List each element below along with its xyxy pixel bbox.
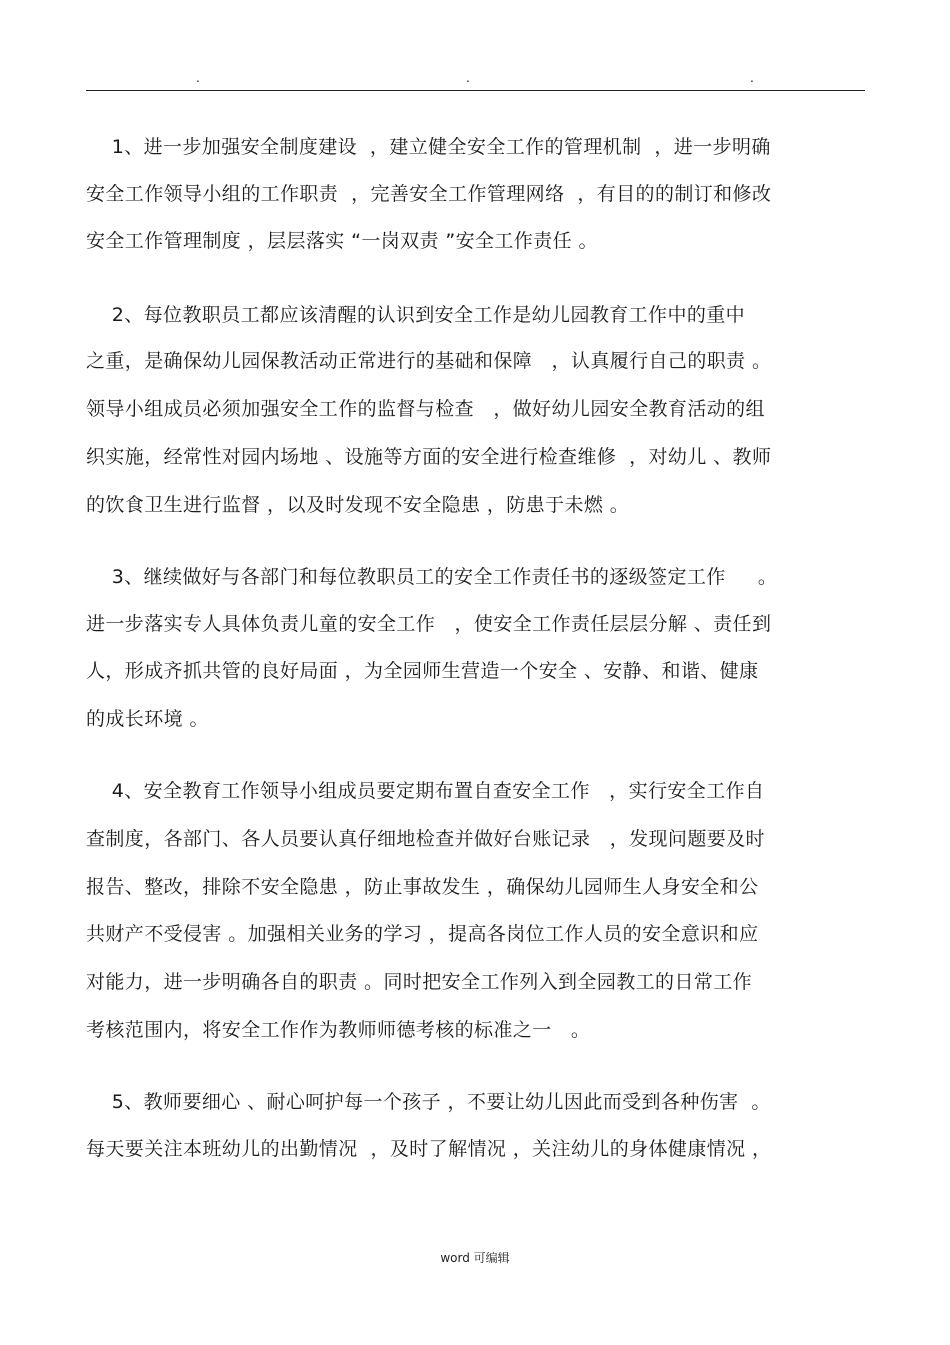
text-line: 报告、整改，排除不安全隐患 ，防止事故发生 ，确保幼儿园师生人身安全和公 bbox=[86, 876, 759, 898]
text-line: 共财产不受侵害 。加强相关业务的学习 ，提高各岗位工作人员的安全意识和应 bbox=[86, 923, 759, 945]
header-dot: . bbox=[196, 71, 200, 85]
text-line: 安全工作领导小组的工作职责 ，完善安全工作管理网络 ，有目的的制订和修改 bbox=[86, 183, 772, 205]
header-dot: . bbox=[466, 71, 470, 85]
text-line: 1、进一步加强安全制度建设 ，建立健全安全工作的管理机制 ，进一步明确 bbox=[86, 136, 771, 158]
text-line: 的成长环境 。 bbox=[86, 708, 209, 730]
header-dots bbox=[0, 70, 950, 86]
text-line: 4、安全教育工作领导小组成员要定期布置自查安全工作 ，实行安全工作自 bbox=[86, 780, 765, 802]
text-line: 2、每位教职员工都应该清醒的认识到安全工作是幼儿园教育工作中的重中 bbox=[86, 304, 746, 326]
text-line: 考核范围内，将安全工作作为教师师德考核的标准之一 。 bbox=[86, 1019, 591, 1041]
text-line: 对能力，进一步明确各自的职责 。同时把安全工作列入到全园教工的日常工作 bbox=[86, 971, 753, 993]
text-line: 查制度，各部门、各人员要认真仔细地检查并做好台账记录 ，发现问题要及时 bbox=[86, 828, 765, 850]
text-line: 织实施，经常性对园内场地 、设施等方面的安全进行检查维修 ，对幼儿 、教师 bbox=[86, 446, 772, 468]
text-line: 之重，是确保幼儿园保教活动正常进行的基础和保障 ，认真履行自己的职责 。 bbox=[86, 350, 772, 372]
text-line: 5、教师要细心 、耐心呵护每一个孩子 ，不要让幼儿因此而受到各种伤害 。 bbox=[86, 1091, 771, 1113]
text-line: 领导小组成员必须加强安全工作的监督与检查 ，做好幼儿园安全教育活动的组 bbox=[86, 398, 765, 420]
text-line: 的饮食卫生进行监督 ，以及时发现不安全隐患 ，防患于未燃 。 bbox=[86, 494, 630, 516]
text-line: 安全工作管理制度 ，层层落实 “一岗双责 ”安全工作责任 。 bbox=[86, 230, 598, 252]
text-line: 每天要关注本班幼儿的出勤情况 ，及时了解情况 ，关注幼儿的身体健康情况 ， bbox=[86, 1138, 772, 1160]
header-rule bbox=[86, 90, 865, 91]
header-dot: . bbox=[750, 71, 754, 85]
text-line: 人，形成齐抓共管的良好局面 ，为全园师生营造一个安全 、安静、和谐、健康 bbox=[86, 660, 759, 682]
text-line: 进一步落实专人具体负责儿童的安全工作 ，使安全工作责任层层分解 、责任到 bbox=[86, 613, 772, 635]
text-line: 3、继续做好与各部门和每位教职员工的安全工作责任书的逐级签定工作 。 bbox=[86, 566, 778, 588]
page-footer: word 可编辑 bbox=[440, 1251, 510, 1265]
